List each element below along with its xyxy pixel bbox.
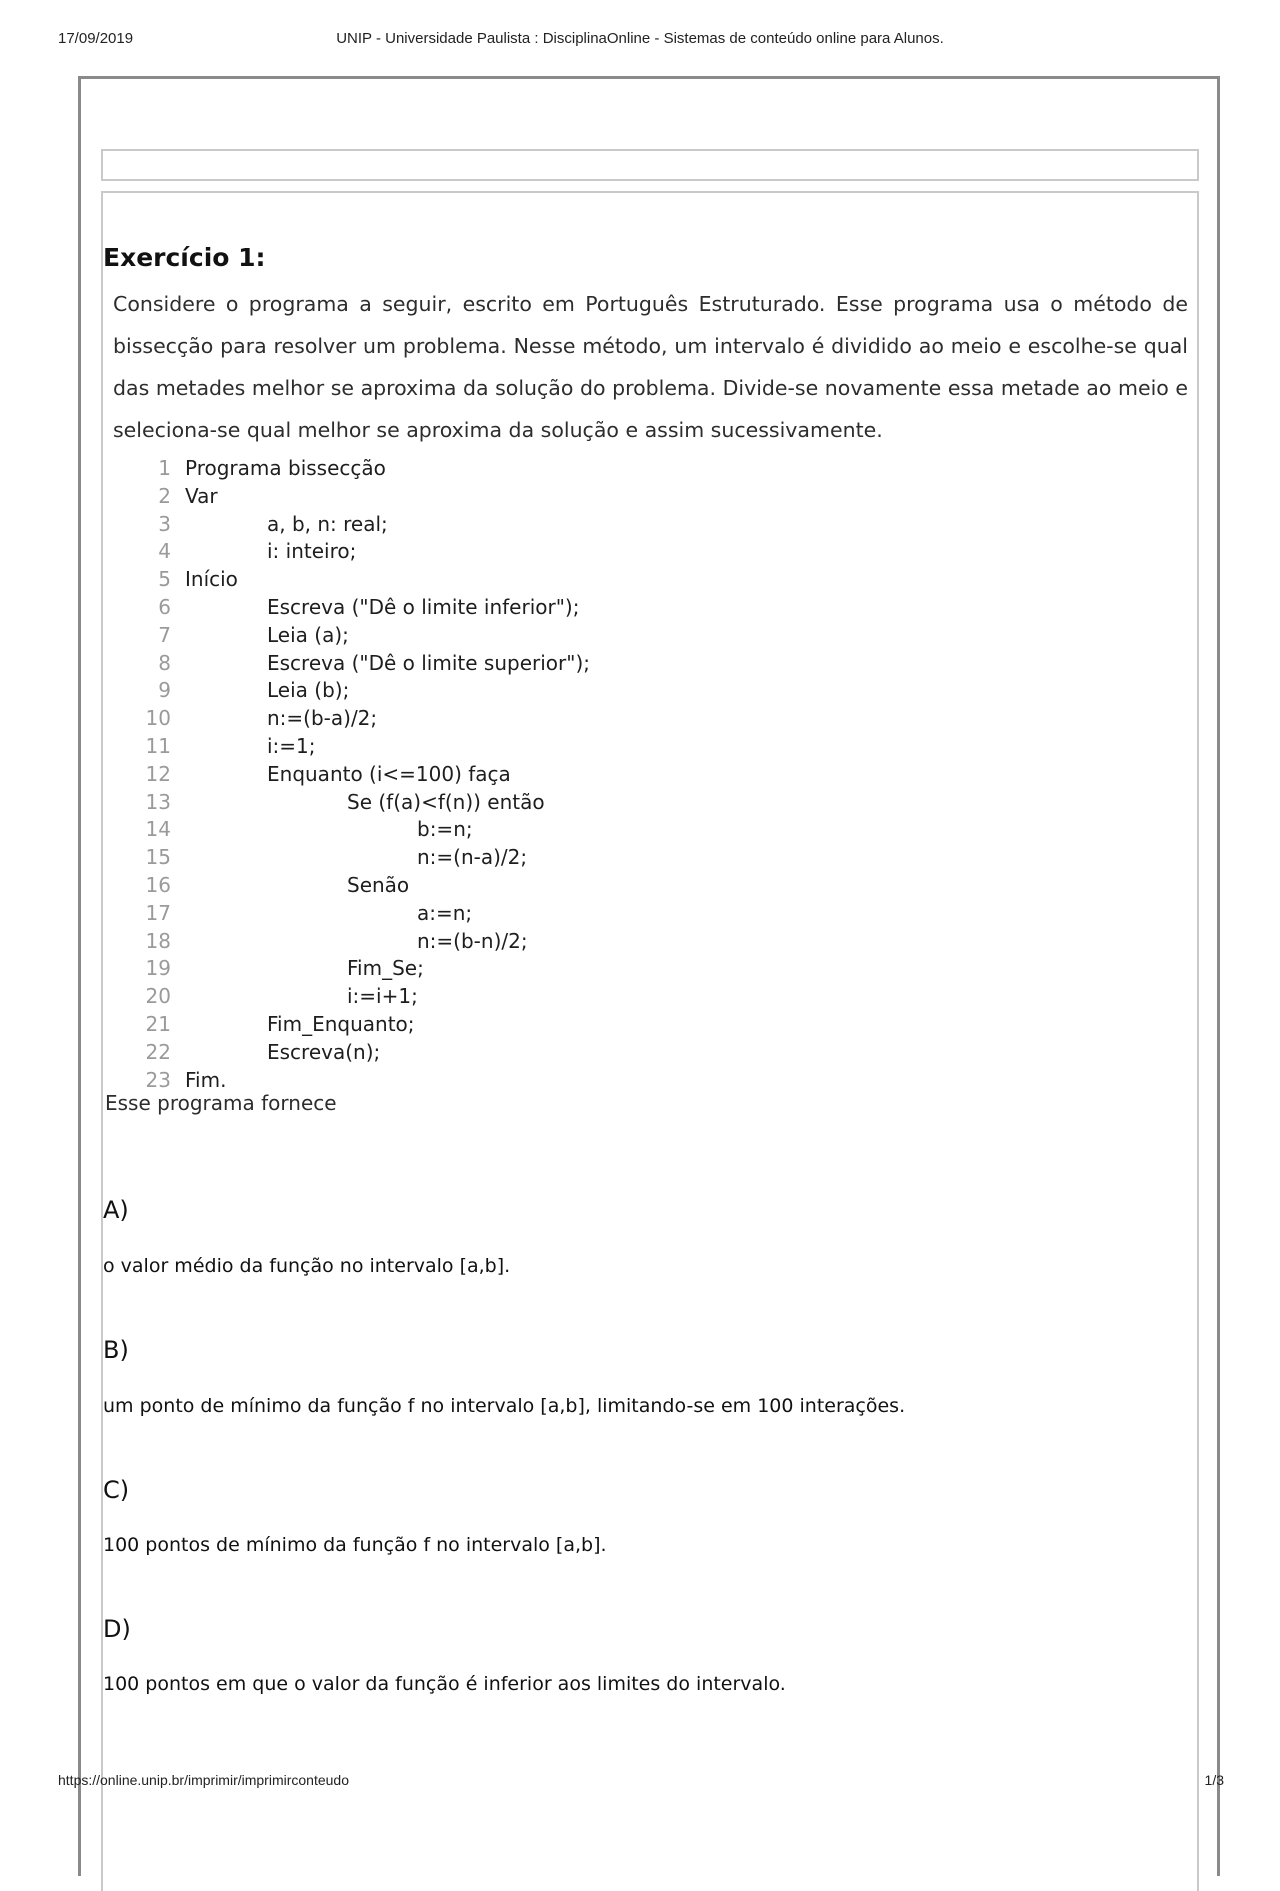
code-line: 6 Escreva ("Dê o limite inferior"); <box>158 594 580 619</box>
option-c-text[interactable]: 100 pontos de mínimo da função f no intervalo [a,b]. <box>103 1534 607 1556</box>
empty-header-box <box>101 149 1199 181</box>
code-line: 10 n:=(b-a)/2; <box>145 706 378 731</box>
code-line: 20 i:=i+1; <box>145 984 418 1009</box>
code-line: 12 Enquanto (i<=100) faça <box>145 761 511 786</box>
question-prompt: Esse programa fornece <box>105 1091 337 1115</box>
code-line: 3 a, b, n: real; <box>158 511 388 536</box>
exercise-panel <box>101 191 1199 1891</box>
print-url: https://online.unip.br/imprimir/imprimirconteudo <box>58 1772 349 1788</box>
print-date: 17/09/2019 <box>58 30 134 47</box>
code-line: 4 i: inteiro; <box>158 539 357 564</box>
option-d-letter[interactable]: D) <box>103 1615 131 1643</box>
content-frame <box>78 76 1220 1876</box>
option-b-text[interactable]: um ponto de mínimo da função f no intervalo [a,b], limitando-se em 100 interações. <box>103 1395 906 1417</box>
page-number: 1/3 <box>1204 1772 1224 1788</box>
code-line: 16 Senão <box>145 872 410 897</box>
exercise-title: Exercício 1: <box>103 243 266 272</box>
option-c-letter[interactable]: C) <box>103 1476 130 1504</box>
code-line: 5 Início <box>158 567 238 592</box>
code-line: 18 n:=(b-n)/2; <box>145 928 528 953</box>
code-line: 7 Leia (a); <box>158 622 349 647</box>
code-line: 9 Leia (b); <box>158 678 350 703</box>
code-line: 11 i:=1; <box>145 733 316 758</box>
option-a-text[interactable]: o valor médio da função no intervalo [a,b]. <box>103 1255 511 1277</box>
code-line: 2 Var <box>158 483 218 508</box>
code-line: 17 a:=n; <box>145 900 473 925</box>
code-line: 19 Fim_Se; <box>145 956 424 981</box>
code-line: 21 Fim_Enquanto; <box>145 1011 415 1036</box>
option-b-letter[interactable]: B) <box>103 1336 129 1364</box>
code-line: 15 n:=(n-a)/2; <box>145 845 528 870</box>
code-line: 13 Se (f(a)<f(n)) então <box>145 789 545 814</box>
code-line: 14 b:=n; <box>145 817 473 842</box>
code-line: 23 Fim. <box>145 1067 227 1092</box>
exercise-intro: Considere o programa a seguir, escrito em Português Estruturado. Esse programa usa o método de bissecção para resolver um problema. Nesse método, um intervalo é dividido ao meio e escolhe-se qual das metades melhor se aproxima da solução do problema. Divide-se novamente essa metade ao meio e seleciona-se qual melhor se aproxima da solução e assim sucessivamente. <box>113 292 1188 442</box>
print-page-title: UNIP - Universidade Paulista : DisciplinaOnline - Sistemas de conteúdo online para Alunos. <box>336 30 944 47</box>
code-listing <box>143 455 590 1094</box>
code-line: 1 Programa bissecção <box>158 456 386 480</box>
code-line: 22 Escreva(n); <box>145 1039 381 1064</box>
option-a-letter[interactable]: A) <box>103 1196 129 1224</box>
code-line: 8 Escreva ("Dê o limite superior"); <box>158 650 590 675</box>
option-d-text[interactable]: 100 pontos em que o valor da função é inferior aos limites do intervalo. <box>103 1673 786 1695</box>
